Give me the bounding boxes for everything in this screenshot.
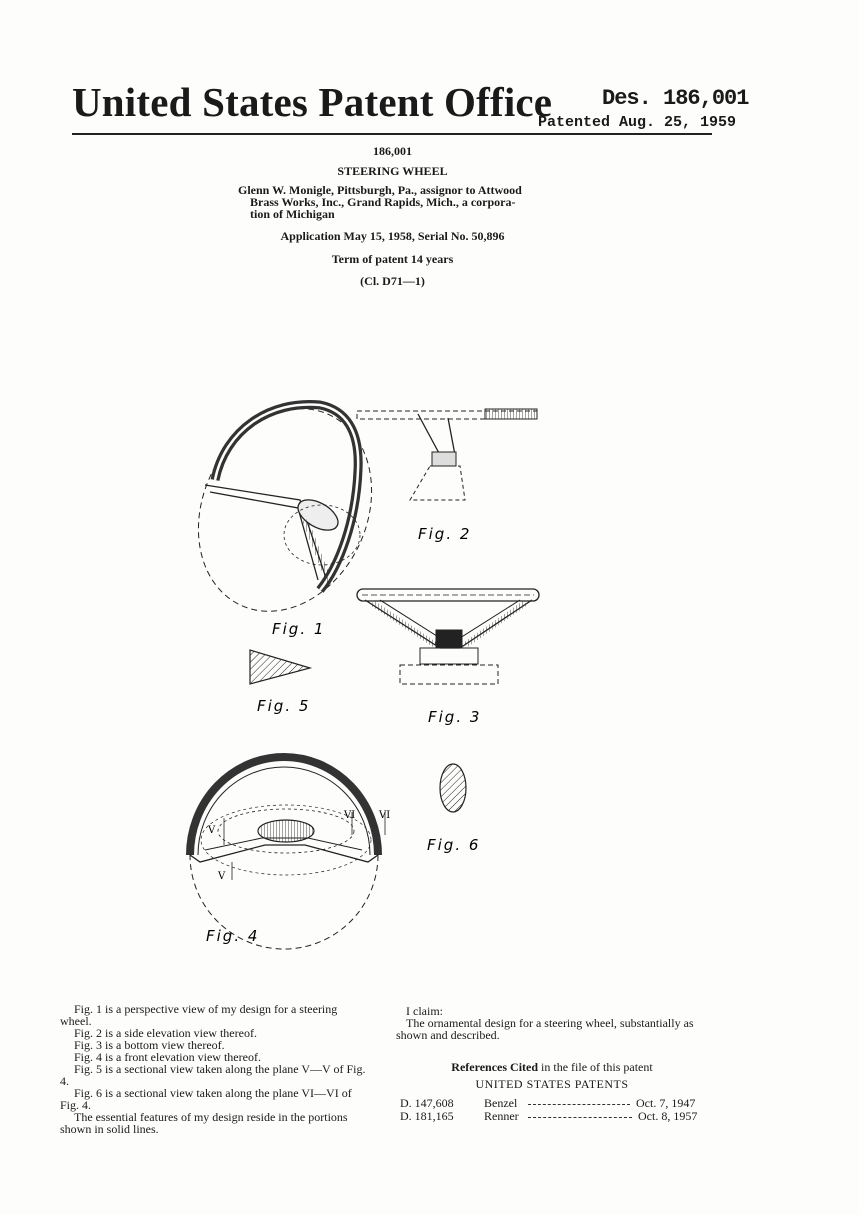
reference-leader xyxy=(528,1096,630,1105)
patented-date: Patented Aug. 25, 1959 xyxy=(538,114,737,131)
fig6-drawing xyxy=(440,764,466,812)
reference-name: Renner xyxy=(484,1109,519,1123)
inventor-line: Glenn W. Monigle, Pittsburgh, Pa., assignor to Attwood xyxy=(238,183,522,197)
section-mark-vi-right: VI xyxy=(379,810,391,821)
claim-text: The ornamental design for a steering wheel, substantially as shown and described. xyxy=(396,1016,694,1042)
description-paragraph: The essential features of my design reside in the portions shown in solid lines. xyxy=(60,1110,348,1136)
design-number: Des. 186,001 xyxy=(602,86,749,111)
inventor-line: Brass Works, Inc., Grand Rapids, Mich., a corpora- xyxy=(250,195,516,209)
references-heading-rest: in the file of this patent xyxy=(538,1060,653,1074)
claim-block xyxy=(396,1005,708,1041)
fig6-label: Fig. 6 xyxy=(427,836,481,854)
description-paragraph: Fig. 5 is a sectional view taken along the plane V—V of Fig. 4. xyxy=(60,1062,366,1088)
fig1-label: Fig. 1 xyxy=(272,620,326,638)
figure-description xyxy=(60,1003,370,1135)
office-title: United States Patent Office xyxy=(72,79,553,125)
inventor-line: tion of Michigan xyxy=(250,207,335,221)
reference-name: Benzel xyxy=(484,1096,518,1110)
fig2-label: Fig. 2 xyxy=(418,525,472,543)
reference-row xyxy=(400,1109,708,1123)
application-line: Application May 15, 1958, Serial No. 50,896 xyxy=(280,229,505,243)
patent-title: STEERING WHEEL xyxy=(337,164,448,178)
reference-row xyxy=(400,1096,708,1110)
description-paragraph: Fig. 3 is a bottom view thereof. xyxy=(74,1038,225,1052)
fig3-drawing xyxy=(357,589,539,684)
term-line: Term of patent 14 years xyxy=(331,252,454,266)
references-heading-bold: References Cited xyxy=(451,1060,539,1074)
patent-number: 186,001 xyxy=(373,144,412,158)
fig2-drawing xyxy=(357,409,537,500)
reference-leader xyxy=(528,1109,632,1118)
section-mark-vi-left: VI xyxy=(344,810,356,821)
reference-date: Oct. 7, 1947 xyxy=(636,1096,696,1110)
description-paragraph: Fig. 1 is a perspective view of my design for a steering wheel. xyxy=(60,1002,338,1028)
description-paragraph: Fig. 4 is a front elevation view thereof. xyxy=(74,1050,261,1064)
fig5-label: Fig. 5 xyxy=(257,697,311,715)
fig3-label: Fig. 3 xyxy=(428,708,482,726)
references-heading xyxy=(396,1060,708,1075)
description-paragraph: Fig. 6 is a sectional view taken along the plane VI—VI of Fig. 4. xyxy=(60,1086,352,1112)
reference-number: D. 147,608 xyxy=(400,1096,454,1110)
section-mark-v-bottom: V xyxy=(218,871,226,882)
fig4-label: Fig. 4 xyxy=(206,927,260,945)
section-mark-v-top: V xyxy=(208,825,216,836)
fig4-drawing xyxy=(190,757,385,949)
fig5-drawing xyxy=(250,650,310,684)
description-paragraph: Fig. 2 is a side elevation view thereof. xyxy=(74,1026,257,1040)
reference-date: Oct. 8, 1957 xyxy=(638,1109,698,1123)
reference-number: D. 181,165 xyxy=(400,1109,454,1123)
classification: (Cl. D71—1) xyxy=(360,274,425,288)
claim-intro: I claim: xyxy=(406,1004,443,1018)
references-subheading: UNITED STATES PATENTS xyxy=(475,1077,629,1091)
